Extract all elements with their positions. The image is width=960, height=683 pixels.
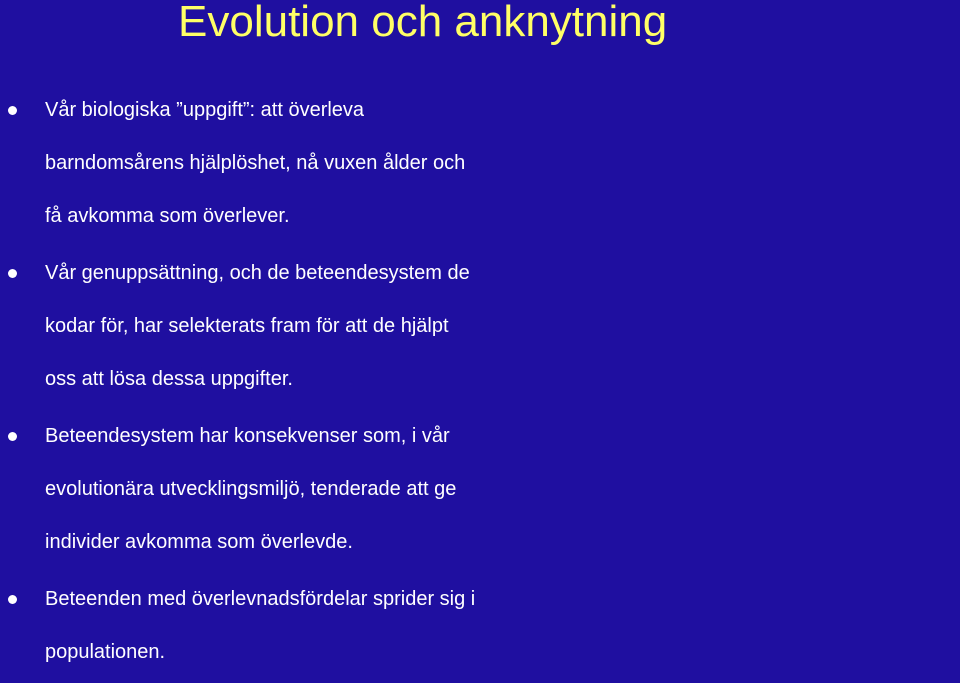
- bullet-item: [0, 84, 960, 243]
- bullet-dot-icon: [8, 432, 17, 441]
- bullet-line: populationen.: [45, 641, 166, 663]
- bullet-text: [45, 84, 960, 243]
- slide-title: Evolution och anknytning: [178, 0, 668, 46]
- bullet-line: Vår genuppsättning, och de beteendesystem de: [45, 262, 470, 284]
- bullet-line: Vår biologiska ”uppgift”: att överleva: [45, 99, 365, 121]
- bullet-line: Beteendesystem har konsekvenser som, i vår: [45, 425, 450, 447]
- bullet-line: kodar för, har selekterats fram för att de hjälpt: [45, 315, 449, 337]
- bullet-line: individer avkomma som överlevde.: [45, 531, 353, 553]
- bullet-item: [0, 573, 960, 679]
- bullet-line: oss att lösa dessa uppgifter.: [45, 368, 293, 390]
- bullet-line: barndomsårens hjälplöshet, nå vuxen ålder och: [45, 152, 466, 174]
- bullet-text: [45, 573, 960, 679]
- bullet-line: Beteenden med överlevnadsfördelar sprider sig i: [45, 588, 476, 610]
- bullet-text: [45, 410, 960, 569]
- bullet-dot-icon: [8, 595, 17, 604]
- bullet-text: [45, 247, 960, 406]
- bullet-line: få avkomma som överlever.: [45, 205, 290, 227]
- bullet-dot-icon: [8, 106, 17, 115]
- bullet-list: [0, 84, 960, 683]
- bullet-item: [0, 247, 960, 406]
- bullet-line: evolutionära utvecklingsmiljö, tenderade att ge: [45, 478, 457, 500]
- bullet-item: [0, 410, 960, 569]
- bullet-dot-icon: [8, 269, 17, 278]
